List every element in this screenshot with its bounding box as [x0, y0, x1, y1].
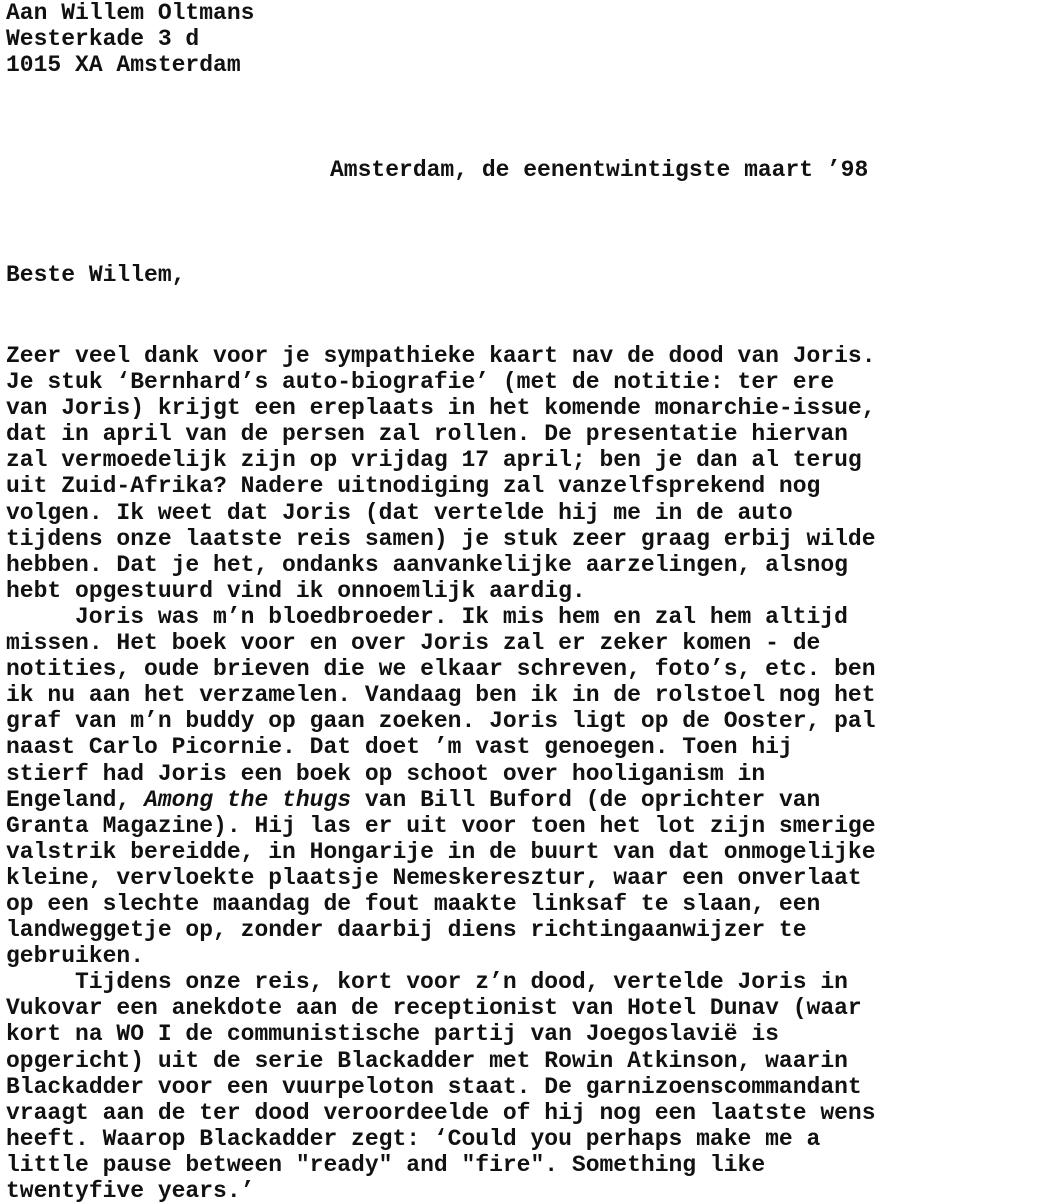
body-line: Granta Magazine). Hij las er uit voor toen het lot zijn smerige [6, 812, 876, 839]
body-line: uit Zuid-Afrika? Nadere uitnodiging zal vanzelfsprekend nog [6, 473, 821, 500]
body-line: Zeer veel dank voor je sympathieke kaart nav de dood van Joris. [6, 343, 876, 369]
body-line: stierf had Joris een boek op schoot over hooliganism in [6, 760, 766, 787]
body-line: vraagt aan de ter dood veroordeelde of hij nog een laatste wens [6, 1099, 876, 1126]
body-line: Blackadder voor een vuurpeloton staat. De garnizoenscommandant [6, 1073, 862, 1100]
body-line-with-title [6, 787, 1044, 813]
body-line: graf van m’n buddy op gaan zoeken. Joris ligt op de Ooster, pal [6, 708, 876, 735]
body-line: Tijdens onze reis, kort voor z’n dood, vertelde Joris in [75, 969, 848, 996]
body-line: kort na WO I de communistische partij van Joegoslavië is [6, 1021, 779, 1048]
body-line: van Joris) krijgt een ereplaats in het komende monarchie-issue, [6, 395, 876, 422]
body-line: twentyfive years.’ [6, 1178, 255, 1204]
body-line: heeft. Waarop Blackadder zegt: ‘Could you perhaps make me a [6, 1125, 821, 1152]
letter-body [6, 343, 1044, 1204]
date-line: Amsterdam, de eenentwintigste maart ’98 [330, 157, 869, 183]
body-line: little pause between "ready" and "fire". Something like [6, 1151, 766, 1178]
body-line: notities, oude brieven die we elkaar schreven, foto’s, etc. ben [6, 656, 876, 683]
sender-street: Westerkade 3 d [6, 26, 200, 52]
body-line: Je stuk ‘Bernhard’s auto-biografie’ (met de notitie: ter ere [6, 369, 835, 396]
body-line: missen. Het boek voor en over Joris zal er zeker komen - de [6, 630, 821, 657]
body-line: zal vermoedelijk zijn op vrijdag 17 april; ben je dan al terug [6, 447, 862, 474]
body-line: gebruiken. [6, 943, 145, 970]
body-line: ik nu aan het verzamelen. Vandaag ben ik in de rolstoel nog het [6, 682, 876, 709]
body-line: tijdens onze laatste reis samen) je stuk zeer graag erbij wilde [6, 525, 876, 552]
book-title: Among the thugs [144, 786, 352, 813]
body-line: landweggetje op, zonder daarbij diens richtingaanwijzer te [6, 917, 807, 944]
sender-address [6, 0, 254, 78]
body-line: hebben. Dat je het, ondanks aanvankelijke aarzelingen, alsnog [6, 551, 848, 578]
body-line: Vukovar een anekdote aan de receptionist van Hotel Dunav (waar [6, 995, 862, 1022]
body-line: Joris was m’n bloedbroeder. Ik mis hem en zal hem altijd [75, 603, 848, 630]
body-line: opgericht) uit de serie Blackadder met Rowin Atkinson, waarin [6, 1047, 848, 1074]
body-line: valstrik bereidde, in Hongarije in de buurt van dat onmogelijke [6, 838, 876, 865]
body-line: volgen. Ik weet dat Joris (dat vertelde hij me in de auto [6, 499, 793, 526]
body-line: hebt opgestuurd vind ik onnoemlijk aardig. [6, 577, 586, 604]
sender-name: Aan Willem Oltmans [6, 0, 255, 26]
body-line: naast Carlo Picornie. Dat doet ’m vast genoegen. Toen hij [6, 734, 793, 761]
body-line-end: van Bill Buford (de oprichter van [351, 786, 821, 813]
body-line: kleine, vervloekte plaatsje Nemeskeresztur, waar een onverlaat [6, 864, 862, 891]
body-line: dat in april van de persen zal rollen. De presentatie hiervan [6, 421, 848, 448]
body-line: op een slechte maandag de fout maakte linksaf te slaan, een [6, 890, 821, 917]
sender-city: 1015 XA Amsterdam [6, 52, 241, 78]
salutation: Beste Willem, [6, 262, 186, 288]
body-line-start: Engeland, [6, 786, 145, 813]
